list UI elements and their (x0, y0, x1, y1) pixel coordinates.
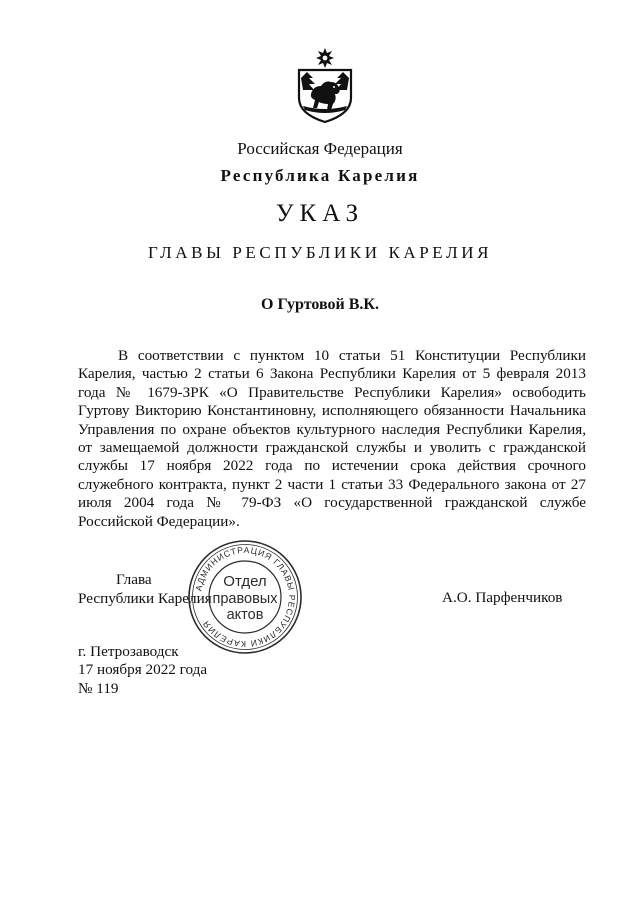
document-type: УКАЗ (275, 200, 365, 227)
decree-body: В соответствии с пунктом 10 статьи 51 Конституции Республики Карелия, частью 2 статьи 6 Закона Республики Карелия от 5 февраля 2013 года № 1679-ЗРК «О Правительстве Республики Карелия» освободить Гуртову Викторию Константиновну, исполняющего обязанности Начальника Управления по охране объектов культурного наследия Республики Карелия, от замещаемой должности гражданской службы и уволить с гражданской службы 17 ноября 2022 года по истечении срока действия срочного служебного контракта, пункт 2 части 1 статьи 33 Федерального закона от 27 июля 2004 года № 79-ФЗ «О государственной гражданской службе Российской Федерации». (78, 347, 586, 530)
place: г. Петрозаводск (78, 643, 179, 660)
document-subject: О Гуртовой В.К. (261, 296, 379, 313)
date: 17 ноября 2022 года (78, 661, 208, 679)
signer-name: А.О. Парфенчиков (442, 589, 563, 606)
signer-position-line2: Республики Карелия (78, 590, 212, 607)
country-name: Российская Федерация (237, 139, 403, 158)
document-footer (78, 643, 207, 698)
stamp-ring-text: АДМИНИСТРАЦИЯ ГЛАВЫ РЕСПУБЛИКИ КАРЕЛИЯ (193, 544, 298, 650)
stamp-line1: Отдел (223, 573, 267, 590)
signer-position-line1: Глава (116, 571, 152, 588)
republic-name: Республика Карелия (220, 166, 420, 185)
stamp-line3: актов (226, 607, 264, 623)
coat-of-arms-icon (295, 48, 355, 124)
official-stamp (186, 538, 304, 656)
issuer-title: ГЛАВЫ РЕСПУБЛИКИ КАРЕЛИЯ (147, 243, 493, 262)
document-number: № 119 (78, 679, 119, 697)
stamp-line2: правовых (212, 591, 278, 607)
